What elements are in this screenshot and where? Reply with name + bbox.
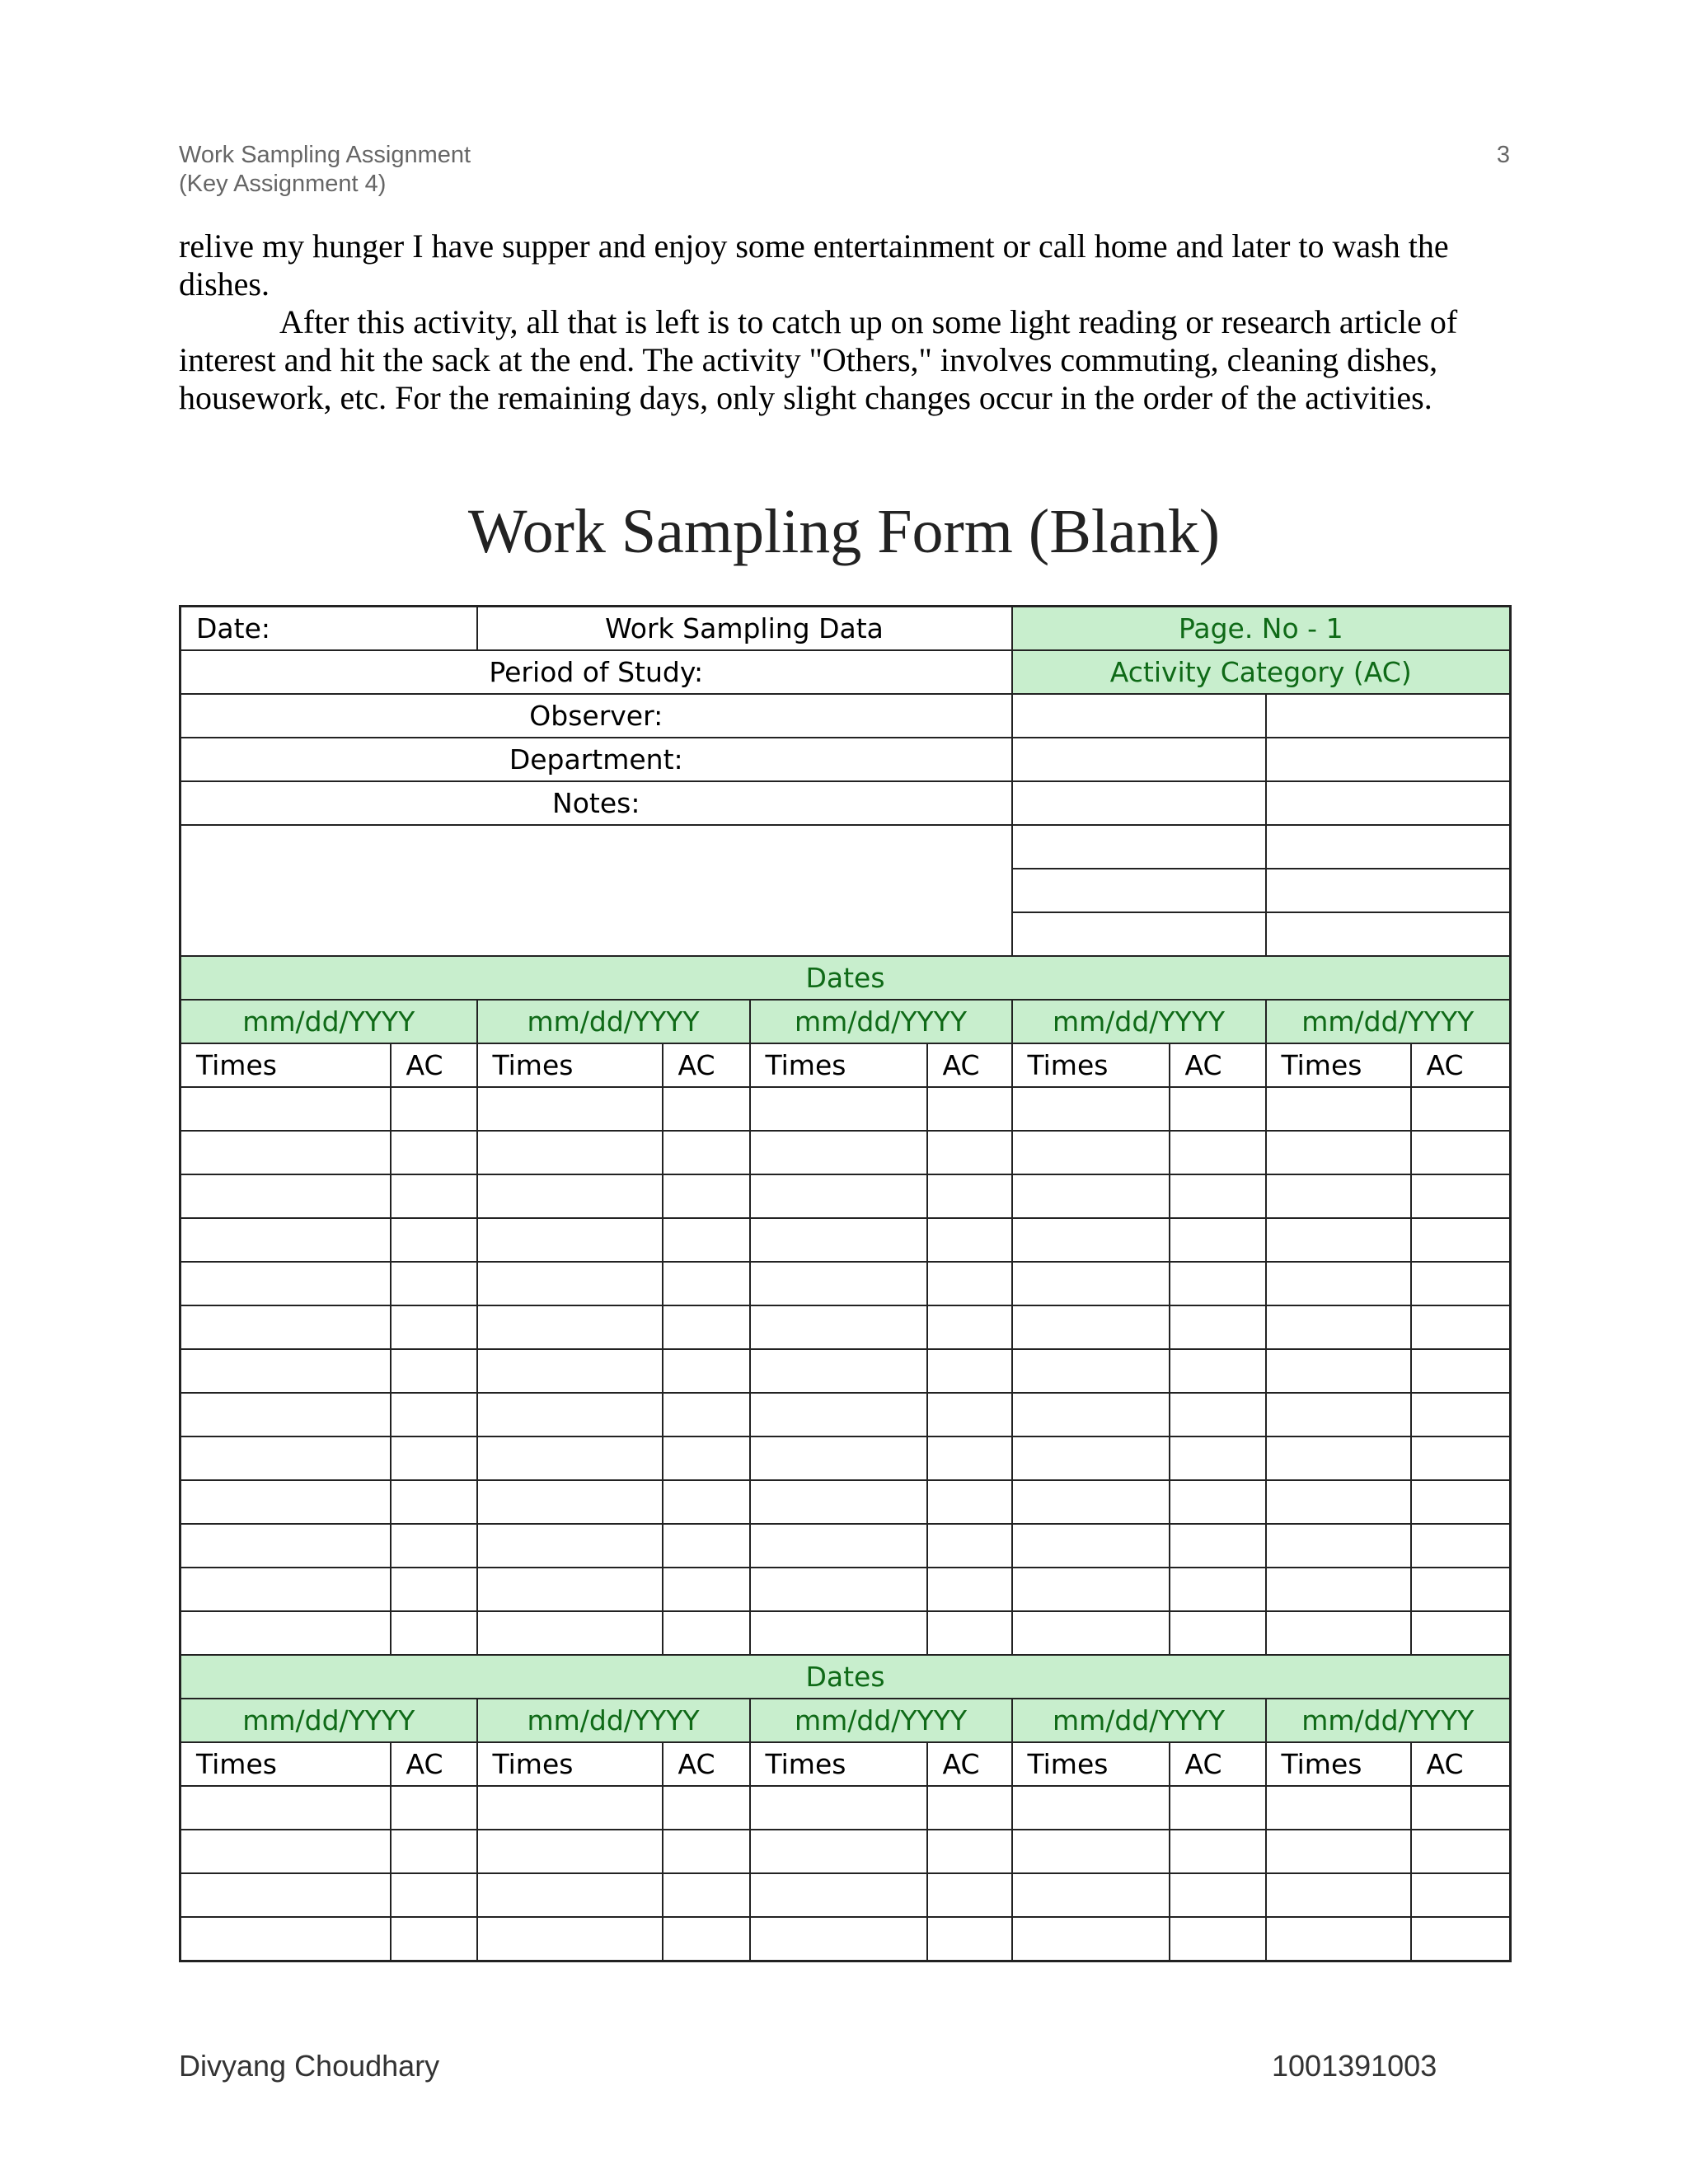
ac-entry-cell[interactable] <box>1411 1218 1511 1262</box>
date-input[interactable]: mm/dd/YYYY <box>181 1699 477 1742</box>
ac-cell[interactable] <box>1266 825 1511 869</box>
ac-entry-cell[interactable] <box>391 1262 477 1305</box>
time-entry-cell[interactable] <box>1266 1917 1411 1961</box>
date-input[interactable]: mm/dd/YYYY <box>1012 1699 1266 1742</box>
date-input[interactable]: mm/dd/YYYY <box>1266 1699 1511 1742</box>
time-entry-cell[interactable] <box>1012 1611 1170 1655</box>
ac-entry-cell[interactable] <box>663 1436 750 1480</box>
ac-entry-cell[interactable] <box>1170 1218 1266 1262</box>
notes-area[interactable] <box>181 825 1012 956</box>
time-entry-cell[interactable] <box>1266 1524 1411 1568</box>
ac-entry-cell[interactable] <box>663 1393 750 1436</box>
ac-entry-cell[interactable] <box>391 1524 477 1568</box>
time-entry-cell[interactable] <box>181 1568 391 1611</box>
ac-entry-cell[interactable] <box>663 1873 750 1917</box>
ac-entry-cell[interactable] <box>927 1087 1012 1131</box>
ac-column-header: AC <box>1411 1742 1511 1786</box>
time-entry-cell[interactable] <box>477 1393 663 1436</box>
time-entry-cell[interactable] <box>750 1873 927 1917</box>
ac-cell[interactable] <box>1266 912 1511 956</box>
time-entry-cell[interactable] <box>1012 1786 1170 1830</box>
time-entry-cell[interactable] <box>477 1436 663 1480</box>
ac-entry-cell[interactable] <box>927 1174 1012 1218</box>
ac-entry-cell[interactable] <box>1411 1873 1511 1917</box>
time-entry-cell[interactable] <box>750 1568 927 1611</box>
time-entry-cell[interactable] <box>477 1611 663 1655</box>
ac-entry-cell[interactable] <box>927 1349 1012 1393</box>
ac-entry-cell[interactable] <box>663 1305 750 1349</box>
time-entry-cell[interactable] <box>181 1218 391 1262</box>
ac-entry-cell[interactable] <box>1170 1568 1266 1611</box>
ac-entry-cell[interactable] <box>663 1568 750 1611</box>
ac-column-header: AC <box>663 1742 750 1786</box>
ac-entry-cell[interactable] <box>927 1262 1012 1305</box>
time-entry-cell[interactable] <box>750 1830 927 1873</box>
time-entry-cell[interactable] <box>1012 1568 1170 1611</box>
observer-field[interactable]: Observer: <box>181 694 1012 738</box>
ac-entry-cell[interactable] <box>1170 1349 1266 1393</box>
ac-entry-cell[interactable] <box>663 1611 750 1655</box>
time-entry-cell[interactable] <box>1012 1262 1170 1305</box>
table-row <box>181 1786 1511 1830</box>
time-entry-cell[interactable] <box>181 1174 391 1218</box>
ac-entry-cell[interactable] <box>391 1480 477 1524</box>
time-entry-cell[interactable] <box>1266 1568 1411 1611</box>
time-entry-cell[interactable] <box>181 1873 391 1917</box>
ac-entry-cell[interactable] <box>663 1480 750 1524</box>
time-entry-cell[interactable] <box>750 1087 927 1131</box>
ac-column-header: AC <box>1411 1043 1511 1087</box>
date-input[interactable]: mm/dd/YYYY <box>477 1699 750 1742</box>
ac-entry-cell[interactable] <box>663 1830 750 1873</box>
ac-entry-cell[interactable] <box>1170 1524 1266 1568</box>
ac-entry-cell[interactable] <box>1170 1611 1266 1655</box>
time-entry-cell[interactable] <box>1012 1480 1170 1524</box>
ac-entry-cell[interactable] <box>391 1830 477 1873</box>
time-entry-cell[interactable] <box>1266 1305 1411 1349</box>
time-entry-cell[interactable] <box>477 1087 663 1131</box>
ac-cell[interactable] <box>1012 869 1266 912</box>
date-input[interactable]: mm/dd/YYYY <box>750 1699 1012 1742</box>
time-entry-cell[interactable] <box>1012 1174 1170 1218</box>
ac-entry-cell[interactable] <box>927 1436 1012 1480</box>
ac-entry-cell[interactable] <box>391 1087 477 1131</box>
time-entry-cell[interactable] <box>477 1305 663 1349</box>
table-row <box>181 1218 1511 1262</box>
ac-entry-cell[interactable] <box>927 1786 1012 1830</box>
ac-entry-cell[interactable] <box>1411 1174 1511 1218</box>
date-field[interactable]: Date: <box>181 607 477 651</box>
ac-entry-cell[interactable] <box>663 1786 750 1830</box>
time-entry-cell[interactable] <box>181 1480 391 1524</box>
ac-cell[interactable] <box>1012 825 1266 869</box>
time-entry-cell[interactable] <box>1266 1174 1411 1218</box>
ac-entry-cell[interactable] <box>1411 1262 1511 1305</box>
ac-entry-cell[interactable] <box>663 1349 750 1393</box>
period-field[interactable]: Period of Study: <box>181 650 1012 694</box>
ac-entry-cell[interactable] <box>1411 1611 1511 1655</box>
ac-entry-cell[interactable] <box>1411 1305 1511 1349</box>
ac-entry-cell[interactable] <box>927 1917 1012 1961</box>
ac-entry-cell[interactable] <box>1411 1917 1511 1961</box>
time-entry-cell[interactable] <box>1012 1305 1170 1349</box>
times-column-header: Times <box>750 1043 927 1087</box>
table-row <box>181 1393 1511 1436</box>
ac-header: Activity Category (AC) <box>1012 650 1511 694</box>
dates-header: Dates <box>181 956 1511 1000</box>
time-entry-cell[interactable] <box>181 1131 391 1174</box>
ac-entry-cell[interactable] <box>663 1524 750 1568</box>
time-entry-cell[interactable] <box>1266 1218 1411 1262</box>
ac-entry-cell[interactable] <box>1411 1087 1511 1131</box>
times-column-header: Times <box>477 1043 663 1087</box>
time-entry-cell[interactable] <box>181 1393 391 1436</box>
time-entry-cell[interactable] <box>477 1917 663 1961</box>
time-entry-cell[interactable] <box>1012 1393 1170 1436</box>
ac-column-header: AC <box>927 1742 1012 1786</box>
time-entry-cell[interactable] <box>750 1611 927 1655</box>
body-text <box>179 227 1518 417</box>
table-row <box>181 1436 1511 1480</box>
ac-entry-cell[interactable] <box>663 1131 750 1174</box>
time-entry-cell[interactable] <box>1266 1349 1411 1393</box>
table-row <box>181 1524 1511 1568</box>
ac-entry-cell[interactable] <box>1170 1262 1266 1305</box>
dates-section-1 <box>181 956 1511 1655</box>
time-entry-cell[interactable] <box>750 1218 927 1262</box>
time-entry-cell[interactable] <box>1012 1087 1170 1131</box>
ac-entry-cell[interactable] <box>391 1393 477 1436</box>
ac-entry-cell[interactable] <box>663 1917 750 1961</box>
paragraph: relive my hunger I have supper and enjoy some entertainment or call home and later to wash the dishes. <box>179 227 1449 302</box>
page-number-cell: Page. No - 1 <box>1012 607 1511 651</box>
time-entry-cell[interactable] <box>750 1524 927 1568</box>
time-entry-cell[interactable] <box>181 1611 391 1655</box>
ac-cell[interactable] <box>1266 694 1511 738</box>
ac-entry-cell[interactable] <box>663 1262 750 1305</box>
paragraph: After this activity, all that is left is to catch up on some light reading or research article of interest and hit the sack at the end. The activity "Others," involves commuting, cleaning dishes, housework, etc. For the remaining days, only slight changes occur in the order of the activities. <box>179 303 1458 416</box>
ac-entry-cell[interactable] <box>1411 1568 1511 1611</box>
ac-entry-cell[interactable] <box>1170 1305 1266 1349</box>
table-row <box>181 1873 1511 1917</box>
ac-entry-cell[interactable] <box>391 1436 477 1480</box>
ac-entry-cell[interactable] <box>927 1480 1012 1524</box>
ac-entry-cell[interactable] <box>1170 1436 1266 1480</box>
times-column-header: Times <box>1266 1742 1411 1786</box>
time-entry-cell[interactable] <box>181 1305 391 1349</box>
time-entry-cell[interactable] <box>750 1174 927 1218</box>
table-row <box>181 1174 1511 1218</box>
header-title: Work Sampling Assignment <box>179 142 471 168</box>
time-entry-cell[interactable] <box>477 1131 663 1174</box>
data-heading: Work Sampling Data <box>477 607 1012 651</box>
time-entry-cell[interactable] <box>1266 1087 1411 1131</box>
time-entry-cell[interactable] <box>1012 1917 1170 1961</box>
table-row <box>181 1611 1511 1655</box>
ac-entry-cell[interactable] <box>1170 1131 1266 1174</box>
ac-entry-cell[interactable] <box>1411 1131 1511 1174</box>
ac-cell[interactable] <box>1012 738 1266 781</box>
ac-entry-cell[interactable] <box>1411 1349 1511 1393</box>
ac-entry-cell[interactable] <box>927 1873 1012 1917</box>
time-entry-cell[interactable] <box>477 1568 663 1611</box>
table-row <box>181 1087 1511 1131</box>
ac-entry-cell[interactable] <box>1170 1087 1266 1131</box>
ac-cell[interactable] <box>1266 781 1511 825</box>
ac-entry-cell[interactable] <box>391 1218 477 1262</box>
times-column-header: Times <box>181 1742 391 1786</box>
time-entry-cell[interactable] <box>1266 1131 1411 1174</box>
table-row <box>181 1568 1511 1611</box>
ac-entry-cell[interactable] <box>391 1873 477 1917</box>
ac-entry-cell[interactable] <box>1170 1174 1266 1218</box>
ac-entry-cell[interactable] <box>391 1305 477 1349</box>
ac-column-header: AC <box>663 1043 750 1087</box>
time-entry-cell[interactable] <box>750 1305 927 1349</box>
table-row <box>181 1131 1511 1174</box>
time-entry-cell[interactable] <box>750 1393 927 1436</box>
time-entry-cell[interactable] <box>750 1480 927 1524</box>
ac-column-header: AC <box>927 1043 1012 1087</box>
time-entry-cell[interactable] <box>477 1174 663 1218</box>
time-entry-cell[interactable] <box>477 1218 663 1262</box>
ac-entry-cell[interactable] <box>391 1568 477 1611</box>
ac-entry-cell[interactable] <box>1170 1917 1266 1961</box>
time-entry-cell[interactable] <box>750 1436 927 1480</box>
ac-entry-cell[interactable] <box>1411 1524 1511 1568</box>
ac-entry-cell[interactable] <box>927 1611 1012 1655</box>
ac-column-header: AC <box>391 1742 477 1786</box>
time-entry-cell[interactable] <box>750 1262 927 1305</box>
time-entry-cell[interactable] <box>1266 1480 1411 1524</box>
date-input[interactable]: mm/dd/YYYY <box>477 1000 750 1043</box>
table-row <box>181 1480 1511 1524</box>
time-entry-cell[interactable] <box>1266 1830 1411 1873</box>
ac-entry-cell[interactable] <box>391 1174 477 1218</box>
time-entry-cell[interactable] <box>477 1524 663 1568</box>
time-entry-cell[interactable] <box>750 1131 927 1174</box>
time-entry-cell[interactable] <box>477 1873 663 1917</box>
date-input[interactable]: mm/dd/YYYY <box>181 1000 477 1043</box>
form-title: Work Sampling Form (Blank) <box>467 497 1221 566</box>
date-input[interactable]: mm/dd/YYYY <box>750 1000 1012 1043</box>
time-entry-cell[interactable] <box>181 1786 391 1830</box>
time-entry-cell[interactable] <box>477 1262 663 1305</box>
ac-entry-cell[interactable] <box>663 1087 750 1131</box>
ac-entry-cell[interactable] <box>1411 1480 1511 1524</box>
notes-label: Notes: <box>181 781 1012 825</box>
time-entry-cell[interactable] <box>1266 1611 1411 1655</box>
time-entry-cell[interactable] <box>477 1830 663 1873</box>
ac-cell[interactable] <box>1266 869 1511 912</box>
time-entry-cell[interactable] <box>1012 1873 1170 1917</box>
time-entry-cell[interactable] <box>477 1349 663 1393</box>
ac-entry-cell[interactable] <box>663 1174 750 1218</box>
time-entry-cell[interactable] <box>181 1087 391 1131</box>
time-entry-cell[interactable] <box>181 1262 391 1305</box>
ac-entry-cell[interactable] <box>927 1131 1012 1174</box>
page-number: 3 <box>1496 142 1510 168</box>
time-entry-cell[interactable] <box>1012 1131 1170 1174</box>
ac-entry-cell[interactable] <box>1411 1436 1511 1480</box>
ac-entry-cell[interactable] <box>1170 1873 1266 1917</box>
table-row <box>181 1830 1511 1873</box>
running-header <box>179 141 471 199</box>
ac-cell[interactable] <box>1012 912 1266 956</box>
ac-entry-cell[interactable] <box>1411 1393 1511 1436</box>
time-entry-cell[interactable] <box>750 1349 927 1393</box>
time-entry-cell[interactable] <box>181 1524 391 1568</box>
times-column-header: Times <box>477 1742 663 1786</box>
time-entry-cell[interactable] <box>1266 1873 1411 1917</box>
table-row <box>181 1262 1511 1305</box>
dates-header: Dates <box>181 1655 1511 1699</box>
time-entry-cell[interactable] <box>181 1349 391 1393</box>
ac-cell[interactable] <box>1012 694 1266 738</box>
ac-entry-cell[interactable] <box>927 1568 1012 1611</box>
time-entry-cell[interactable] <box>1012 1830 1170 1873</box>
table-row <box>181 1305 1511 1349</box>
times-column-header: Times <box>1012 1043 1170 1087</box>
ac-column-header: AC <box>1170 1742 1266 1786</box>
ac-cell[interactable] <box>1266 738 1511 781</box>
time-entry-cell[interactable] <box>1266 1393 1411 1436</box>
time-entry-cell[interactable] <box>1012 1436 1170 1480</box>
time-entry-cell[interactable] <box>1012 1218 1170 1262</box>
date-input[interactable]: mm/dd/YYYY <box>1266 1000 1511 1043</box>
table-row <box>181 1349 1511 1393</box>
times-column-header: Times <box>1012 1742 1170 1786</box>
ac-entry-cell[interactable] <box>391 1786 477 1830</box>
header-subtitle: (Key Assignment 4) <box>179 171 387 197</box>
ac-entry-cell[interactable] <box>1170 1830 1266 1873</box>
ac-cell[interactable] <box>1012 781 1266 825</box>
ac-entry-cell[interactable] <box>663 1218 750 1262</box>
time-entry-cell[interactable] <box>1012 1524 1170 1568</box>
time-entry-cell[interactable] <box>181 1830 391 1873</box>
date-input[interactable]: mm/dd/YYYY <box>1012 1000 1266 1043</box>
times-column-header: Times <box>750 1742 927 1786</box>
ac-entry-cell[interactable] <box>927 1305 1012 1349</box>
ac-entry-cell[interactable] <box>1170 1480 1266 1524</box>
ac-entry-cell[interactable] <box>927 1524 1012 1568</box>
ac-column-header: AC <box>1170 1043 1266 1087</box>
ac-entry-cell[interactable] <box>1170 1786 1266 1830</box>
footer-author: Divyang Choudhary <box>179 2049 440 2083</box>
department-field[interactable]: Department: <box>181 738 1012 781</box>
time-entry-cell[interactable] <box>1266 1262 1411 1305</box>
ac-entry-cell[interactable] <box>1411 1830 1511 1873</box>
time-entry-cell[interactable] <box>181 1917 391 1961</box>
time-entry-cell[interactable] <box>750 1917 927 1961</box>
time-entry-cell[interactable] <box>477 1786 663 1830</box>
ac-entry-cell[interactable] <box>1170 1393 1266 1436</box>
dates-section-2 <box>181 1655 1511 1961</box>
form-header <box>181 607 1511 957</box>
times-column-header: Times <box>181 1043 391 1087</box>
footer-id: 1001391003 <box>1272 2049 1437 2083</box>
time-entry-cell[interactable] <box>181 1436 391 1480</box>
work-sampling-form <box>179 605 1512 1962</box>
ac-entry-cell[interactable] <box>927 1218 1012 1262</box>
table-row <box>181 1917 1511 1961</box>
time-entry-cell[interactable] <box>1266 1786 1411 1830</box>
time-entry-cell[interactable] <box>477 1480 663 1524</box>
time-entry-cell[interactable] <box>1012 1349 1170 1393</box>
ac-entry-cell[interactable] <box>391 1131 477 1174</box>
ac-column-header: AC <box>391 1043 477 1087</box>
time-entry-cell[interactable] <box>1266 1436 1411 1480</box>
ac-entry-cell[interactable] <box>391 1917 477 1961</box>
ac-entry-cell[interactable] <box>927 1830 1012 1873</box>
ac-entry-cell[interactable] <box>927 1393 1012 1436</box>
ac-entry-cell[interactable] <box>1411 1786 1511 1830</box>
ac-entry-cell[interactable] <box>391 1611 477 1655</box>
times-column-header: Times <box>1266 1043 1411 1087</box>
ac-entry-cell[interactable] <box>391 1349 477 1393</box>
time-entry-cell[interactable] <box>750 1786 927 1830</box>
